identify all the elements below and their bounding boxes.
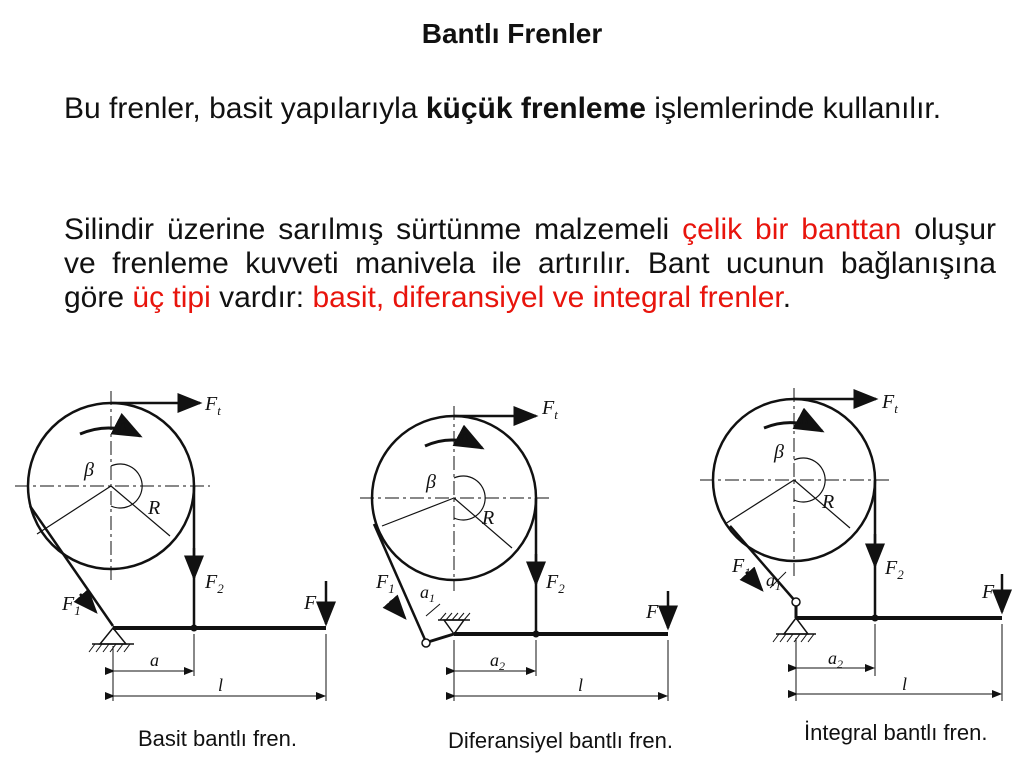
- label-beta: β: [84, 459, 94, 481]
- label-r: R: [148, 497, 161, 519]
- label-a2: $a_2$: [490, 650, 505, 673]
- desc-text-3: vardır:: [210, 281, 313, 314]
- desc-text-2: oluşur ve frenleme kuvveti manivela ile artırılır. Bant ucunun bağlanışına göre: [64, 213, 996, 314]
- label-n: n: [460, 426, 469, 446]
- desc-highlight-list: basit, diferansiyel ve integral frenler: [312, 281, 783, 314]
- integral-brake-diagram: [690, 376, 1024, 767]
- label-beta: β: [774, 441, 784, 463]
- label-f2: $F_2$: [885, 557, 904, 582]
- label-l: l: [578, 675, 584, 695]
- desc-text-4: .: [782, 281, 792, 314]
- caption-differential: Diferansiyel bantlı fren.: [448, 728, 673, 753]
- label-f: F: [304, 592, 317, 614]
- label-f1: $F_1$: [732, 555, 751, 580]
- label-ft: $F_t$: [205, 393, 221, 418]
- label-n: n: [118, 415, 127, 435]
- label-f2: $F_2$: [205, 571, 224, 596]
- label-l: l: [902, 674, 908, 694]
- label-f1: $F_1$: [376, 571, 395, 596]
- caption-integral: İntegral bantlı fren.: [804, 720, 988, 745]
- intro-text-2: işlemlerinde kullanılır.: [645, 92, 942, 125]
- label-a1: $a_1$: [420, 582, 435, 605]
- label-beta: β: [426, 471, 436, 493]
- label-f1: $F_1$: [62, 593, 81, 618]
- desc-text-1: Silindir üzerine sarılmış sürtünme malzemeli: [64, 213, 683, 246]
- differential-brake-diagram: [350, 376, 680, 767]
- figure-differential-band-brake: [350, 376, 680, 767]
- caption-simple: Basit bantlı fren.: [138, 726, 297, 751]
- label-ft: $F_t$: [542, 397, 558, 422]
- label-a: a: [150, 650, 159, 670]
- intro-text-1: Bu frenler, basit yapılarıyla: [64, 92, 426, 125]
- intro-emphasis: küçük frenleme: [425, 92, 646, 125]
- desc-highlight-types: üç tipi: [132, 281, 211, 314]
- label-a2: $a_2$: [828, 648, 843, 671]
- figure-integral-band-brake: [690, 376, 1024, 767]
- slide-title: Bantlı Frenler: [421, 18, 603, 49]
- label-f: F: [982, 581, 995, 603]
- label-a1: $a_1$: [766, 570, 781, 593]
- label-f2: $F_2$: [546, 571, 565, 596]
- label-l: l: [218, 675, 224, 695]
- label-f: F: [646, 601, 659, 623]
- label-ft: $F_t$: [882, 391, 898, 416]
- intro-paragraph: [64, 92, 996, 126]
- label-r: R: [822, 491, 835, 513]
- label-n: n: [800, 408, 809, 428]
- label-r: R: [482, 507, 495, 529]
- description-paragraph: [64, 213, 996, 315]
- simple-brake-diagram: [0, 376, 340, 767]
- figure-simple-band-brake: [0, 376, 340, 767]
- desc-highlight-band: çelik bir banttan: [682, 213, 902, 246]
